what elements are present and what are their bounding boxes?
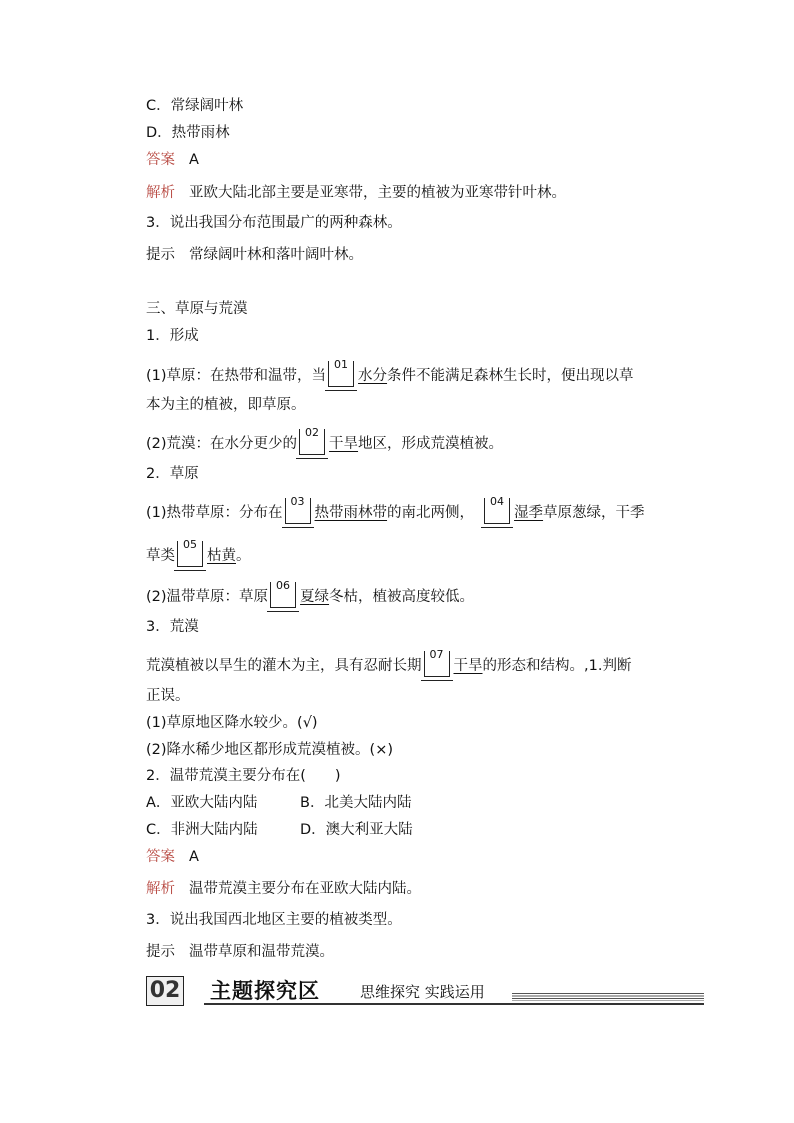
hint-line	[146, 942, 334, 962]
grassland-definition: (1)草原：在热带和温带，当 01 水分条件不能满足森林生长时，便出现以草	[146, 361, 634, 387]
question-3: 3．说出我国西北地区主要的植被类型。	[146, 912, 402, 928]
blank-marker-04: 04	[484, 498, 510, 524]
question-3: 3．说出我国分布范围最广的两种森林。	[146, 215, 402, 231]
answer-tag: 答案	[146, 849, 175, 865]
temperate-grassland: (2)温带草原：草原 06 夏绿冬枯，植被高度较低。	[146, 582, 474, 608]
blank-answer-03: 热带雨林带	[314, 505, 388, 521]
option-d: D．热带雨林	[146, 125, 230, 141]
grassland-definition-cont: 本为主的植被，即草原。	[146, 397, 306, 413]
blank-answer-02: 干旱	[329, 436, 359, 452]
blank-marker-02: 02	[299, 429, 325, 455]
formation-heading: 1．形成	[146, 328, 199, 344]
banner-spacer	[185, 978, 209, 1002]
grassland-heading: 2．草原	[146, 466, 199, 482]
blank-marker-07: 07	[424, 651, 450, 677]
blank-marker-06: 06	[270, 582, 296, 608]
blank-answer-05: 枯黄	[207, 548, 236, 564]
section-number-badge: 02	[146, 976, 184, 1006]
analysis-line	[146, 183, 566, 203]
tropical-grassland-cont: 草类 05 枯黄。	[146, 541, 251, 567]
option-d: D．澳大利亚大陆	[300, 822, 413, 838]
answer-value: A	[189, 152, 199, 168]
answer-line	[146, 150, 199, 170]
banner-title: 主题探究区	[210, 978, 320, 1003]
option-c: C．非洲大陆内陆	[146, 822, 258, 838]
blank-answer-04: 湿季	[514, 505, 544, 521]
section-title: 三、草原与荒漠	[146, 301, 248, 317]
answer-line	[146, 847, 199, 867]
hint-tag: 提示	[146, 247, 175, 263]
judge-item-2: (2)降水稀少地区都形成荒漠植被。(×)	[146, 742, 394, 758]
hint-text: 温带草原和温带荒漠。	[189, 944, 334, 960]
blank-marker-05: 05	[177, 541, 203, 567]
judge-item-1: (1)草原地区降水较少。(√)	[146, 715, 318, 731]
hint-text: 常绿阔叶林和落叶阔叶林。	[189, 247, 363, 263]
section-banner	[146, 976, 704, 1006]
analysis-text: 温带荒漠主要分布在亚欧大陆内陆。	[189, 881, 421, 897]
blank-answer-07: 干旱	[453, 658, 483, 674]
blank-answer-06: 夏绿	[300, 589, 330, 605]
analysis-tag: 解析	[146, 185, 175, 201]
blank-marker-01: 01	[328, 361, 354, 387]
answer-value: A	[189, 849, 199, 865]
desert-definition: (2)荒漠：在水分更少的 02 干旱地区，形成荒漠植被。	[146, 429, 503, 455]
blank-answer-01: 水分	[358, 368, 388, 384]
question-2: 2．温带荒漠主要分布在( )	[146, 768, 341, 784]
option-b: B．北美大陆内陆	[300, 795, 412, 811]
option-c: C．常绿阔叶林	[146, 98, 244, 114]
analysis-text: 亚欧大陆北部主要是亚寒带，主要的植被为亚寒带针叶林。	[189, 185, 566, 201]
desert-heading: 3．荒漠	[146, 619, 199, 635]
analysis-tag: 解析	[146, 881, 175, 897]
hint-line	[146, 245, 363, 265]
desert-description-cont: 正误。	[146, 688, 190, 704]
answer-tag: 答案	[146, 152, 175, 168]
banner-subtitle: 思维探究 实践运用	[360, 983, 485, 1001]
desert-description: 荒漠植被以旱生的灌木为主，具有忍耐长期 07 干旱的形态和结构。,1.判断	[146, 651, 631, 677]
banner-decorative-lines	[512, 993, 704, 1001]
blank-marker-03: 03	[285, 498, 311, 524]
tropical-grassland: (1)热带草原：分布在 03 热带雨林带的南北两侧， 04 湿季草原葱绿，干季	[146, 498, 645, 524]
analysis-line	[146, 879, 421, 899]
hint-tag: 提示	[146, 944, 175, 960]
option-a: A．亚欧大陆内陆	[146, 795, 258, 811]
